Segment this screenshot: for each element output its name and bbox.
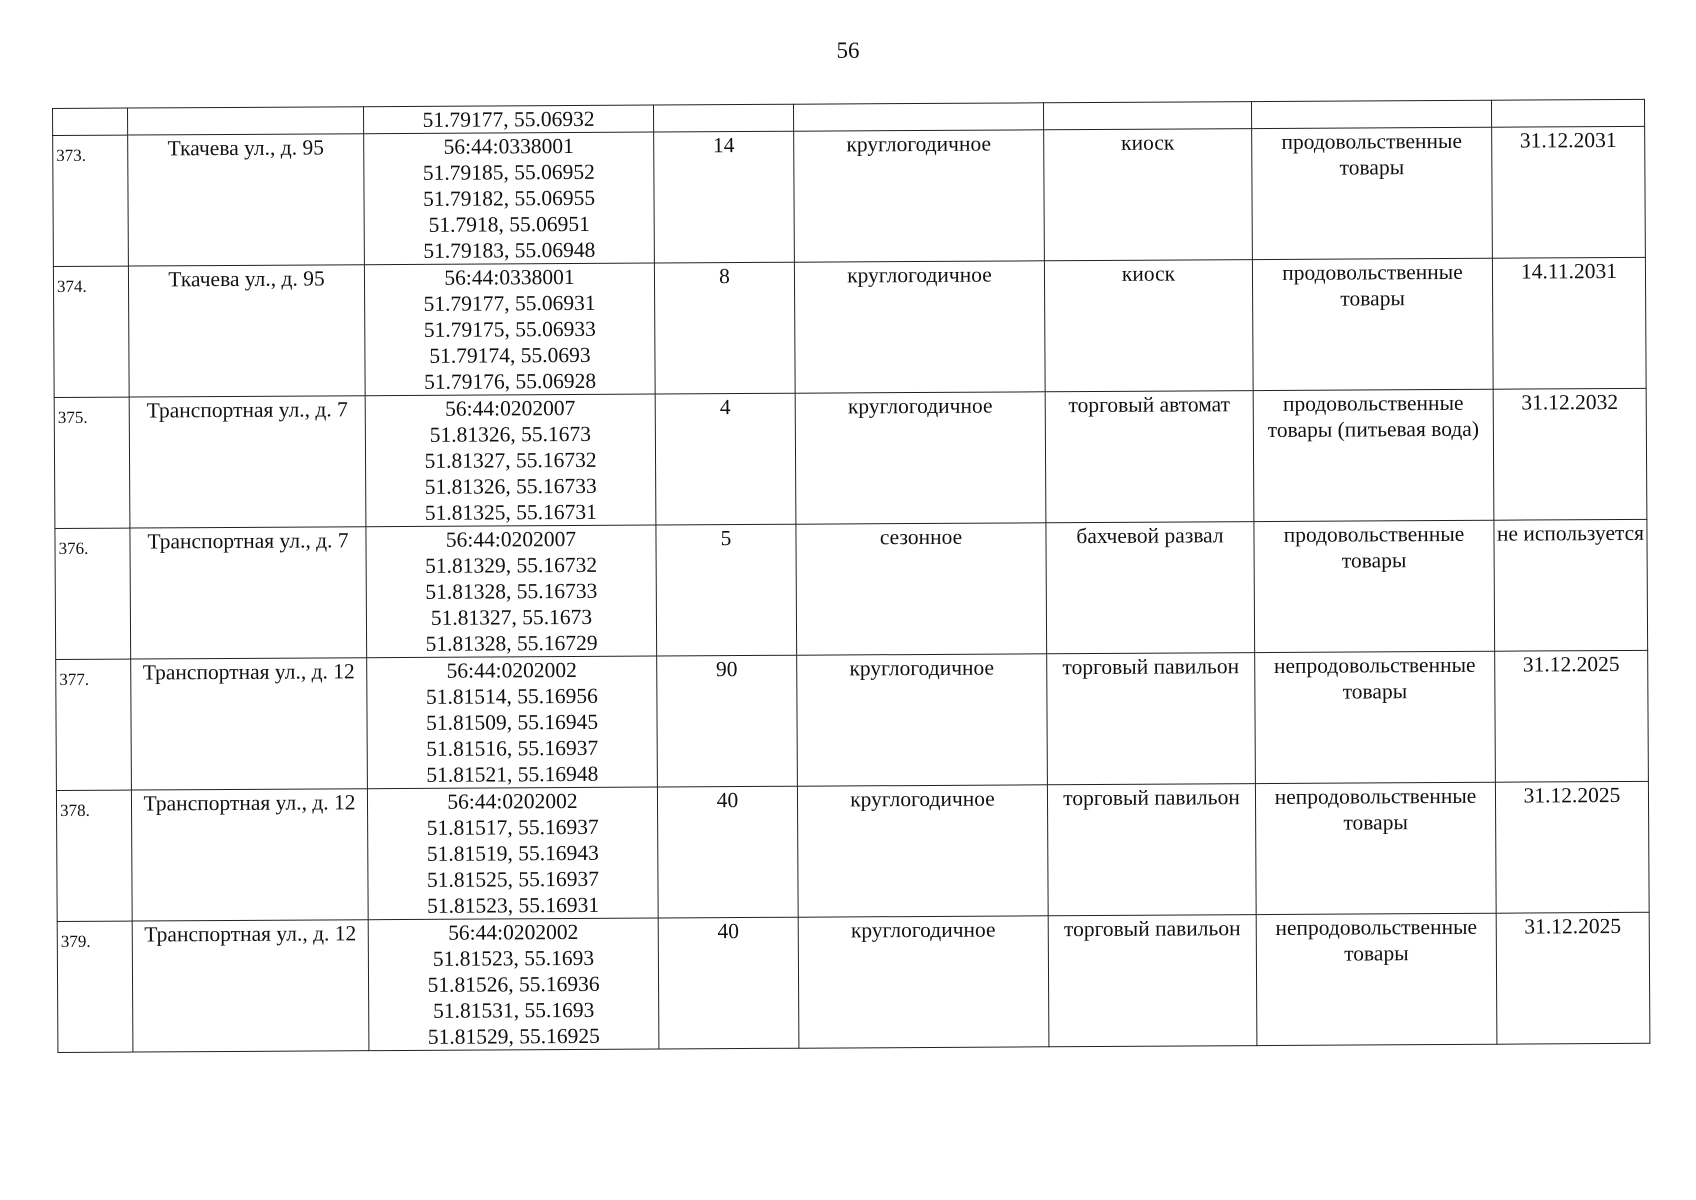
cell-object-type: торговый павильон xyxy=(1047,653,1256,785)
cadastral-number: 56:44:0338001 xyxy=(443,133,574,159)
cadastral-number: 56:44:0202002 xyxy=(447,788,578,814)
table-row xyxy=(57,912,1650,1052)
cell-coords xyxy=(367,656,658,789)
cell-object-type: киоск xyxy=(1044,260,1253,392)
cell-num: 379. xyxy=(57,921,133,1052)
cell-period: круглогодичное xyxy=(797,654,1048,786)
cell-num xyxy=(53,108,128,135)
cell-coords xyxy=(365,394,656,527)
table-row xyxy=(54,388,1647,528)
cell-object-type xyxy=(1043,102,1251,130)
table-row xyxy=(56,781,1649,921)
cell-object-type: торговый автомат xyxy=(1045,391,1254,523)
cell-goods: непродовольственные товары xyxy=(1256,913,1497,1045)
places-table xyxy=(52,99,1650,1053)
cadastral-number: 56:44:0338001 xyxy=(444,264,575,290)
coordinates-list: 51.81514, 55.16956 51.81509, 55.16945 51.81516, 55.16937 51.81521, 55.16948 xyxy=(425,683,599,787)
coordinates-list: 51.81326, 55.1673 51.81327, 55.16732 51.81326, 55.16733 51.81325, 55.16731 xyxy=(424,421,597,525)
cell-address: Транспортная ул., д. 12 xyxy=(132,920,369,1052)
cell-area: 8 xyxy=(654,262,795,394)
cell-coords: 51.79177, 55.06932 xyxy=(363,105,653,134)
table-row xyxy=(53,257,1646,397)
cell-address: Транспортная ул., д. 12 xyxy=(131,658,368,790)
table-row xyxy=(55,519,1648,659)
coordinates-list: 51.79177, 55.06931 51.79175, 55.06933 51.79174, 55.0693 51.79176, 55.06928 xyxy=(423,290,597,394)
cell-object-type: торговый павильон xyxy=(1048,915,1257,1047)
cell-num: 373. xyxy=(53,135,129,266)
cell-period: круглогодичное xyxy=(797,785,1048,917)
cell-date: не используется xyxy=(1494,519,1648,651)
cell-goods: непродовольственные товары xyxy=(1255,651,1496,783)
cell-goods: продовольственные товары xyxy=(1252,127,1493,259)
cell-goods: продовольственные товары xyxy=(1252,258,1493,390)
cell-date xyxy=(1491,99,1644,127)
cadastral-number: 56:44:0202007 xyxy=(445,526,577,552)
coordinates-list: 51.81523, 55.1693 51.81526, 55.16936 51.81531, 55.1693 51.81529, 55.16925 xyxy=(427,945,600,1049)
cell-date: 31.12.2025 xyxy=(1495,781,1649,913)
cadastral-number: 56:44:0202002 xyxy=(446,657,577,683)
cell-date: 14.11.2031 xyxy=(1492,257,1646,389)
cell-address: Ткачева ул., д. 95 xyxy=(128,134,365,266)
page-number: 56 xyxy=(836,38,860,63)
cell-date: 31.12.2025 xyxy=(1496,912,1650,1044)
cell-period: сезонное xyxy=(796,523,1047,655)
cell-coords xyxy=(367,787,658,920)
cell-period: круглогодичное xyxy=(794,261,1045,393)
table-row xyxy=(53,126,1646,266)
cell-address: Транспортная ул., д. 7 xyxy=(129,396,366,528)
table-row xyxy=(56,650,1649,790)
cell-address xyxy=(128,107,364,135)
cell-address: Ткачева ул., д. 95 xyxy=(128,265,365,397)
cell-period: круглогодичное xyxy=(798,916,1049,1048)
cadastral-number: 56:44:0202002 xyxy=(448,919,579,945)
cell-area xyxy=(653,104,793,132)
cell-area: 40 xyxy=(658,917,799,1049)
cell-date: 31.12.2032 xyxy=(1493,388,1647,520)
cell-area: 40 xyxy=(657,786,798,918)
cell-goods xyxy=(1251,100,1491,128)
cell-period: круглогодичное xyxy=(794,130,1045,262)
cell-address: Транспортная ул., д. 7 xyxy=(130,527,367,659)
cell-date: 31.12.2025 xyxy=(1495,650,1649,782)
cell-period xyxy=(793,103,1043,131)
cell-address: Транспортная ул., д. 12 xyxy=(131,789,368,921)
cell-area: 90 xyxy=(657,655,798,787)
cell-coords xyxy=(368,918,659,1051)
cell-num: 375. xyxy=(54,397,130,528)
cell-area: 4 xyxy=(655,393,796,525)
cell-goods: непродовольственные товары xyxy=(1255,782,1496,914)
cell-num: 374. xyxy=(53,266,129,397)
cell-coords xyxy=(364,263,655,396)
cell-area: 5 xyxy=(656,524,797,656)
cell-date: 31.12.2031 xyxy=(1492,126,1646,258)
cadastral-number: 56:44:0202007 xyxy=(445,395,576,421)
cell-goods: продовольственные товары (питьевая вода) xyxy=(1253,389,1494,521)
cell-object-type: торговый павильон xyxy=(1047,784,1256,916)
cell-period: круглогодичное xyxy=(795,392,1046,524)
cell-num: 377. xyxy=(56,659,132,790)
cell-area: 14 xyxy=(654,131,795,263)
cell-num: 376. xyxy=(55,528,131,659)
coordinates-list: 51.81517, 55.16937 51.81519, 55.16943 51.81525, 55.16937 51.81523, 55.16931 xyxy=(426,814,600,918)
cell-goods: продовольственные товары xyxy=(1254,520,1495,652)
coordinates-list: 51.81329, 55.16732 51.81328, 55.16733 51.81327, 55.1673 51.81328, 55.16729 xyxy=(425,552,598,656)
cell-coords xyxy=(364,132,655,265)
cell-object-type: бахчевой развал xyxy=(1046,522,1255,654)
cell-num: 378. xyxy=(56,790,132,921)
cell-object-type: киоск xyxy=(1044,129,1253,261)
coordinates-list: 51.79185, 55.06952 51.79182, 55.06955 51.7918, 55.06951 51.79183, 55.06948 xyxy=(422,159,596,263)
cell-coords xyxy=(366,525,657,658)
